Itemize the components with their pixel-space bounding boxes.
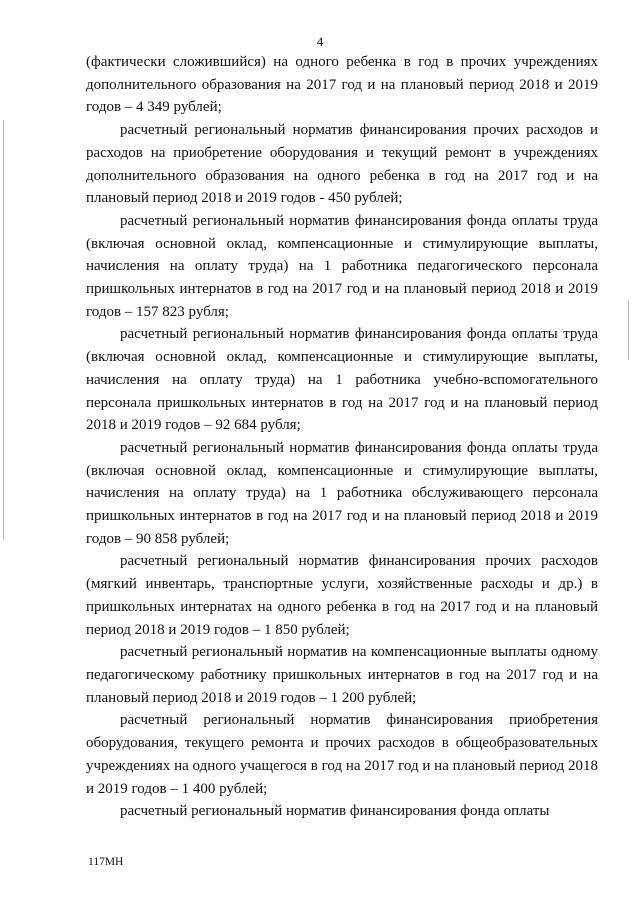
paragraph: расчетный региональный норматив финансирования фонда оплаты труда (включая основной оклад, компенсационные и стимулирующие выплаты, начисления на оплату труда) на 1 работника обслуживающего персонала пришкольных интернатов в год на 2017 год и на плановый период 2018 и 2019 годов – 90 858 рублей; <box>86 439 598 547</box>
paragraph: расчетный региональный норматив на компенсационные выплаты одному педагогическому работнику пришкольных интернатов в год на 2017 год и на плановый период 2018 и 2019 годов – 1 200 рублей; <box>86 644 598 706</box>
scan-margin-line <box>3 120 4 540</box>
paragraph: расчетный региональный норматив финансирования фонда оплаты труда (включая основной оклад, компенсационные и стимулирующие выплаты, начисления на оплату труда) на 1 работника учебно-вспомогательного персонала пришкольных интернатов в год на 2017 год и на плановый период 2018 и 2019 годов – 92 684 рубля; <box>86 326 598 434</box>
paragraph: расчетный региональный норматив финансирования прочих расходов и расходов на приобретение оборудования и текущий ремонт в учреждениях дополнительного образования на одного ребенка в год на 2017 год и на плановый период 2018 и 2019 годов - 450 рублей; <box>86 122 598 207</box>
footer-document-code: 117МН <box>88 856 124 868</box>
paragraph: (фактически сложившийся) на одного ребенка в год в прочих учреждениях дополнительного образования на 2017 год и на плановый период 2018 и 2019 годов – 4 349 рублей; <box>86 54 598 116</box>
paragraph: расчетный региональный норматив финансирования фонда оплаты труда (включая основной оклад, компенсационные и стимулирующие выплаты, начисления на оплату труда) на 1 работника педагогического персонала пришкольных интернатов в год на 2017 год и на плановый период 2018 и 2019 годов – 157 823 рубля; <box>86 212 598 320</box>
paragraph: расчетный региональный норматив финансирования приобретения оборудования, текущего ремонта и прочих расходов в общеобразовательных учреждениях на одного учащегося в год на 2017 год и на плановый период 2018 и 2019 годов – 1 400 рублей; <box>86 712 598 797</box>
paragraph: расчетный региональный норматив финансирования фонда оплаты <box>120 803 550 820</box>
page-number: 4 <box>316 34 324 49</box>
document-body <box>86 51 598 823</box>
scan-margin-line <box>628 300 629 360</box>
paragraph: расчетный региональный норматив финансирования прочих расходов (мягкий инвентарь, транспортные услуги, хозяйственные расходы и др.) в пришкольных интернатах на одного ребенка в год на 2017 год и на плановый период 2018 и 2019 годов – 1 850 рублей; <box>86 553 598 638</box>
